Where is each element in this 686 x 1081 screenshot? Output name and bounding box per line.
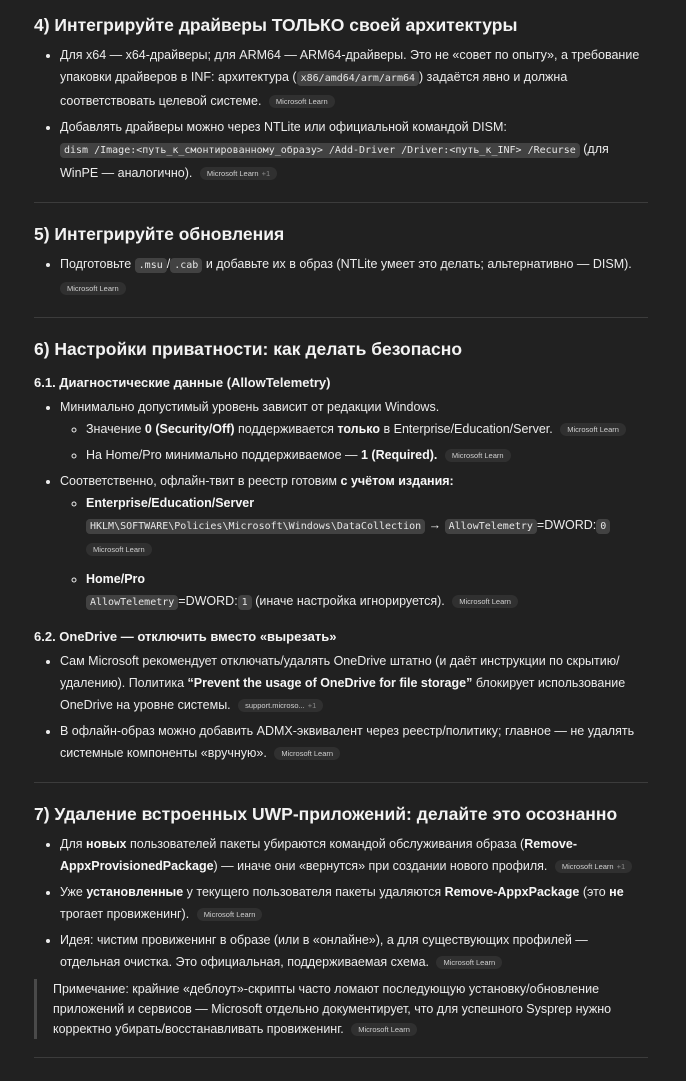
list-item: • Для x64 — x64-драйверы; для ARM64 — ARM64-драйверы. Это не «совет по опыту», а требование упаковки драйверов в INF: архитектура ( x86/amd64/arm/arm64 ) задаётся явно и должна соответствовать целевой системе. Microsoft Learn bbox=[60, 44, 648, 112]
source-badge[interactable]: Microsoft Learn bbox=[197, 908, 263, 921]
subsection-6-2-list bbox=[34, 650, 648, 764]
list-item: • В офлайн-образ можно добавить ADMX-эквивалент через реестр/политику; главное — не удалять системные компоненты «вручную». Microsoft Learn bbox=[60, 720, 648, 764]
inline-code: dism /Image:<путь_к_смонтированному_образу> /Add-Driver /Driver:<путь_к_INF> /Recurse bbox=[60, 143, 580, 158]
subsection-6-2-heading: 6.2. OneDrive — отключить вместо «вырезать» bbox=[34, 629, 337, 644]
divider bbox=[34, 1057, 648, 1058]
list-item: • Подготовьте .msu / .cab и добавьте их в образ (NTLite умеет это делать; альтернативно — DISM). Microsoft Learn bbox=[60, 253, 648, 299]
list-item: ◦ На Home/Pro минимально поддерживаемое — 1 (Required). Microsoft Learn bbox=[86, 444, 648, 466]
section-4-list bbox=[34, 44, 648, 184]
list-item: • Для новых пользователей пакеты убираются командой обслуживания образа (Remove-AppxProvisionedPackage) — иначе они «вернутся» при создании нового профиля. Microsoft Learn +1 bbox=[60, 833, 648, 877]
source-badge[interactable]: Microsoft Learn bbox=[560, 423, 626, 436]
source-badge[interactable]: Microsoft Learn bbox=[436, 956, 502, 969]
section-5-list bbox=[34, 253, 648, 299]
list-item: ◦ Home/Pro AllowTelemetry =DWORD: 1 (иначе настройка игнорируется). Microsoft Learn bbox=[86, 568, 648, 614]
divider bbox=[34, 202, 648, 203]
divider bbox=[34, 782, 648, 783]
section-7-list bbox=[34, 833, 648, 973]
list-item: • Уже установленные у текущего пользователя пакеты удаляются Remove-AppxPackage (это не трогает провиженинг). Microsoft Learn bbox=[60, 881, 648, 925]
section-5-heading: 5) Интегрируйте обновления bbox=[34, 224, 285, 244]
list-item: • Сам Microsoft рекомендует отключать/удалять OneDrive штатно (и даёт инструкции по скрытию/удалению). Политика “Prevent the usage of OneDrive for file storage” блокирует использование OneDrive на уровне системы. support.microso... +1 bbox=[60, 650, 648, 716]
inline-code: HKLM\SOFTWARE\Policies\Microsoft\Windows\DataCollection bbox=[86, 519, 425, 534]
source-badge[interactable]: Microsoft Learn bbox=[269, 95, 335, 108]
source-badge[interactable]: Microsoft Learn +1 bbox=[555, 860, 632, 873]
list-item: ◦ Enterprise/Education/Server HKLM\SOFTWARE\Policies\Microsoft\Windows\DataCollection → AllowTelemetry =DWORD: 0 Microsoft Learn bbox=[86, 492, 648, 560]
source-badge[interactable]: Microsoft Learn bbox=[86, 543, 152, 556]
source-badge[interactable]: Microsoft Learn bbox=[60, 282, 126, 295]
source-badge[interactable]: support.microso... +1 bbox=[238, 699, 323, 712]
inline-code: 1 bbox=[238, 595, 252, 610]
subsection-6-1-heading: 6.1. Диагностические данные (AllowTelemetry) bbox=[34, 375, 331, 390]
inline-code: AllowTelemetry bbox=[445, 519, 537, 534]
inline-code: 0 bbox=[596, 519, 610, 534]
section-6-heading: 6) Настройки приватности: как делать безопасно bbox=[34, 339, 463, 359]
source-badge[interactable]: Microsoft Learn bbox=[445, 449, 511, 462]
section-4-heading: 4) Интегрируйте драйверы ТОЛЬКО своей архитектуры bbox=[34, 15, 518, 35]
source-badge[interactable]: Microsoft Learn bbox=[452, 595, 518, 608]
inline-code: .msu bbox=[135, 258, 167, 273]
section-7-heading: 7) Удаление встроенных UWP-приложений: делайте это осознанно bbox=[34, 804, 618, 824]
list-item: • Минимально допустимый уровень зависит от редакции Windows. ◦ Значение 0 (Security/Off) поддерживается только в Enterprise/Education/Server. Microsoft Learn ◦ На Home/Pro минимально поддерживаемое — 1 (Required). Microsoft Learn bbox=[60, 396, 648, 466]
list-item: • Добавлять драйверы можно через NTLite или официальной командой DISM: dism /Image:<путь_к_смонтированному_образу> /Add-Driver /Driver:<путь_к_INF> /Recurse (для WinPE — аналогично). Microsoft Learn +1 bbox=[60, 116, 648, 184]
divider bbox=[34, 317, 648, 318]
inline-code: .cab bbox=[170, 258, 202, 273]
blockquote-note: Примечание: крайние «деблоут»-скрипты часто ломают последующую установку/обновление приложений и сервисов — Microsoft отдельно документирует, что для успешного Sysprep нужно корректно убирать/восстанавливать провиженинг. Microsoft Learn bbox=[34, 979, 648, 1039]
source-badge[interactable]: Microsoft Learn bbox=[274, 747, 340, 760]
source-badge[interactable]: Microsoft Learn bbox=[351, 1023, 417, 1036]
source-badge[interactable]: Microsoft Learn +1 bbox=[200, 167, 277, 180]
inline-code: AllowTelemetry bbox=[86, 595, 178, 610]
list-item: ◦ Значение 0 (Security/Off) поддерживается только в Enterprise/Education/Server. Microsoft Learn bbox=[86, 418, 648, 440]
list-item: • Соответственно, офлайн-твит в реестр готовим с учётом издания: ◦ Enterprise/Education/Server HKLM\SOFTWARE\Policies\Microsoft\Windows\DataCollection → AllowTelemetry =DWORD: 0 Microsoft Learn ◦ Home/Pro AllowTelemetry =DWORD: 1 (иначе настройка игнорируется). Microsoft Learn bbox=[60, 470, 648, 614]
list-item: • Идея: чистим провиженинг в образе (или в «онлайне»), а для существующих профилей — отдельная очистка. Это официальная, поддерживаемая схема. Microsoft Learn bbox=[60, 929, 648, 973]
inline-code: x86/amd64/arm/arm64 bbox=[297, 71, 419, 86]
subsection-6-1-list bbox=[34, 396, 648, 614]
